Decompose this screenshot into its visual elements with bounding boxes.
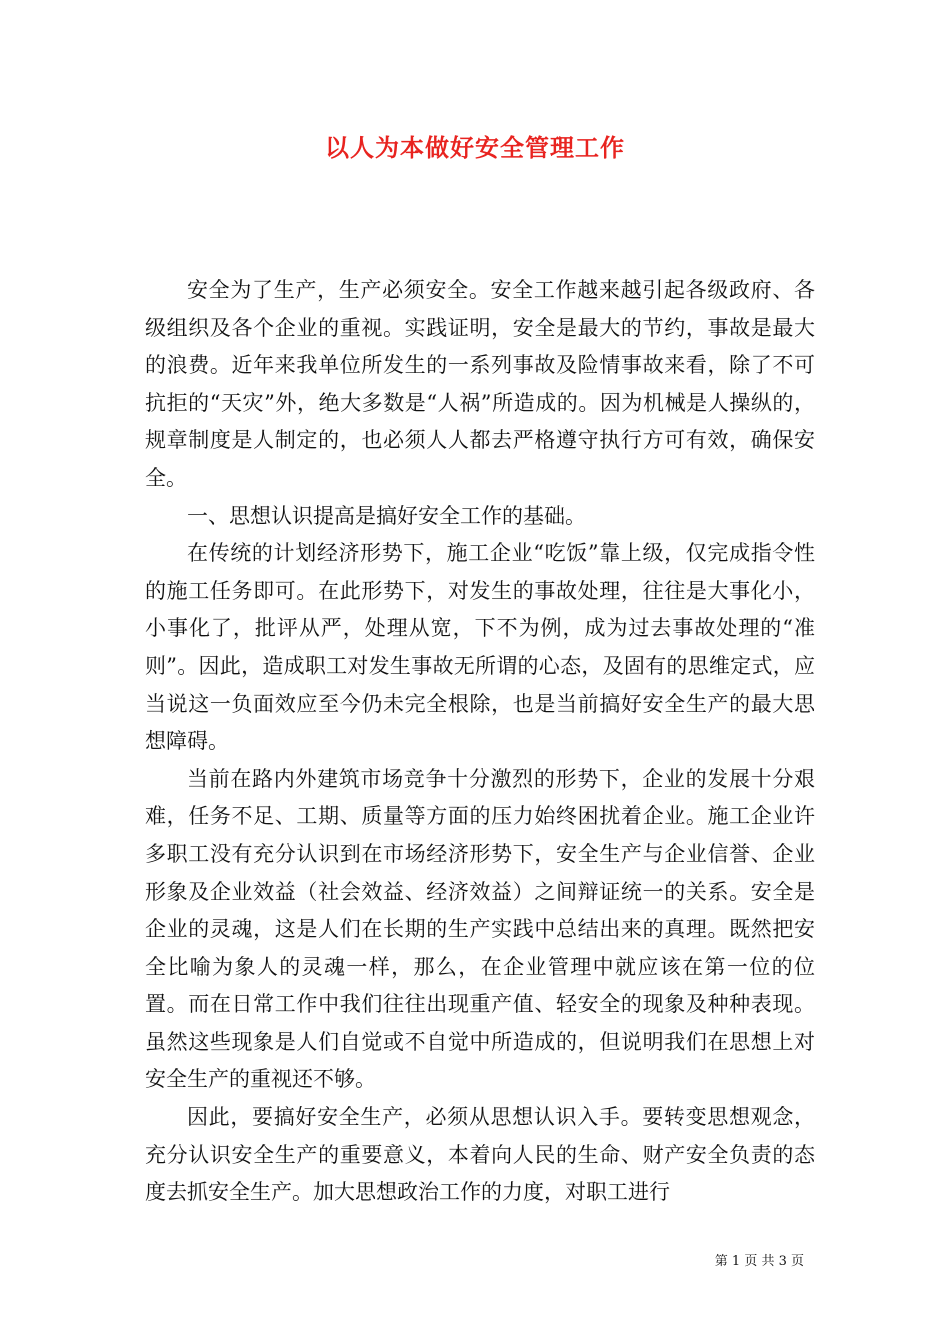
- section-heading-1: 一、思想认识提高是搞好安全工作的基础。: [187, 503, 586, 528]
- paragraph-planned-economy: 在传统的计划经济形势下，施工企业“吃饭”靠上级，仅完成指令性的施工任务即可。在此形势下，对发生的事故处理，往往是大事化小，小事化了，批评从严，处理从宽，下不为例，成为过去事故处理的“准则”。因此，造成职工对发生事故无所谓的心态，及固有的思维定式，应当说这一负面效应至今仍未完全根除，也是当前搞好安全生产的最大思想障碍。: [145, 541, 815, 754]
- paragraph-therefore: 因此，要搞好安全生产，必须从思想认识入手。要转变思想观念，充分认识安全生产的重要意义，本着向人民的生命、财产安全负责的态度去抓安全生产。加大思想政治工作的力度，对职工进行: [145, 1105, 815, 1205]
- document-title: 以人为本做好安全管理工作: [325, 133, 625, 162]
- page-indicator: 第 1 页 共 3 页: [714, 1254, 804, 1269]
- paragraph-intro: 安全为了生产，生产必须安全。安全工作越来越引起各级政府、各级组织及各个企业的重视。实践证明，安全是最大的节约，事故是最大的浪费。近年来我单位所发生的一系列事故及险情事故来看，除了不可抗拒的“天灾”外，绝大多数是“人祸”所造成的。因为机械是人操纵的，规章制度是人制定的，也必须人人都去严格遵守执行方可有效，确保安全。: [145, 278, 815, 490]
- document-body: [145, 272, 815, 1212]
- paragraph-market-competition: 当前在路内外建筑市场竞争十分激烈的形势下，企业的发展十分艰难，任务不足、工期、质量等方面的压力始终困扰着企业。施工企业许多职工没有充分认识到在市场经济形势下，安全生产与企业信誉、企业形象及企业效益（社会效益、经济效益）之间辩证统一的关系。安全是企业的灵魂，这是人们在长期的生产实践中总结出来的真理。既然把安全比喻为象人的灵魂一样，那么，在企业管理中就应该在第一位的位置。而在日常工作中我们往往出现重产值、轻安全的现象及种种表现。虽然这些现象是人们自觉或不自觉中所造成的，但说明我们在思想上对安全生产的重视还不够。: [145, 766, 815, 1092]
